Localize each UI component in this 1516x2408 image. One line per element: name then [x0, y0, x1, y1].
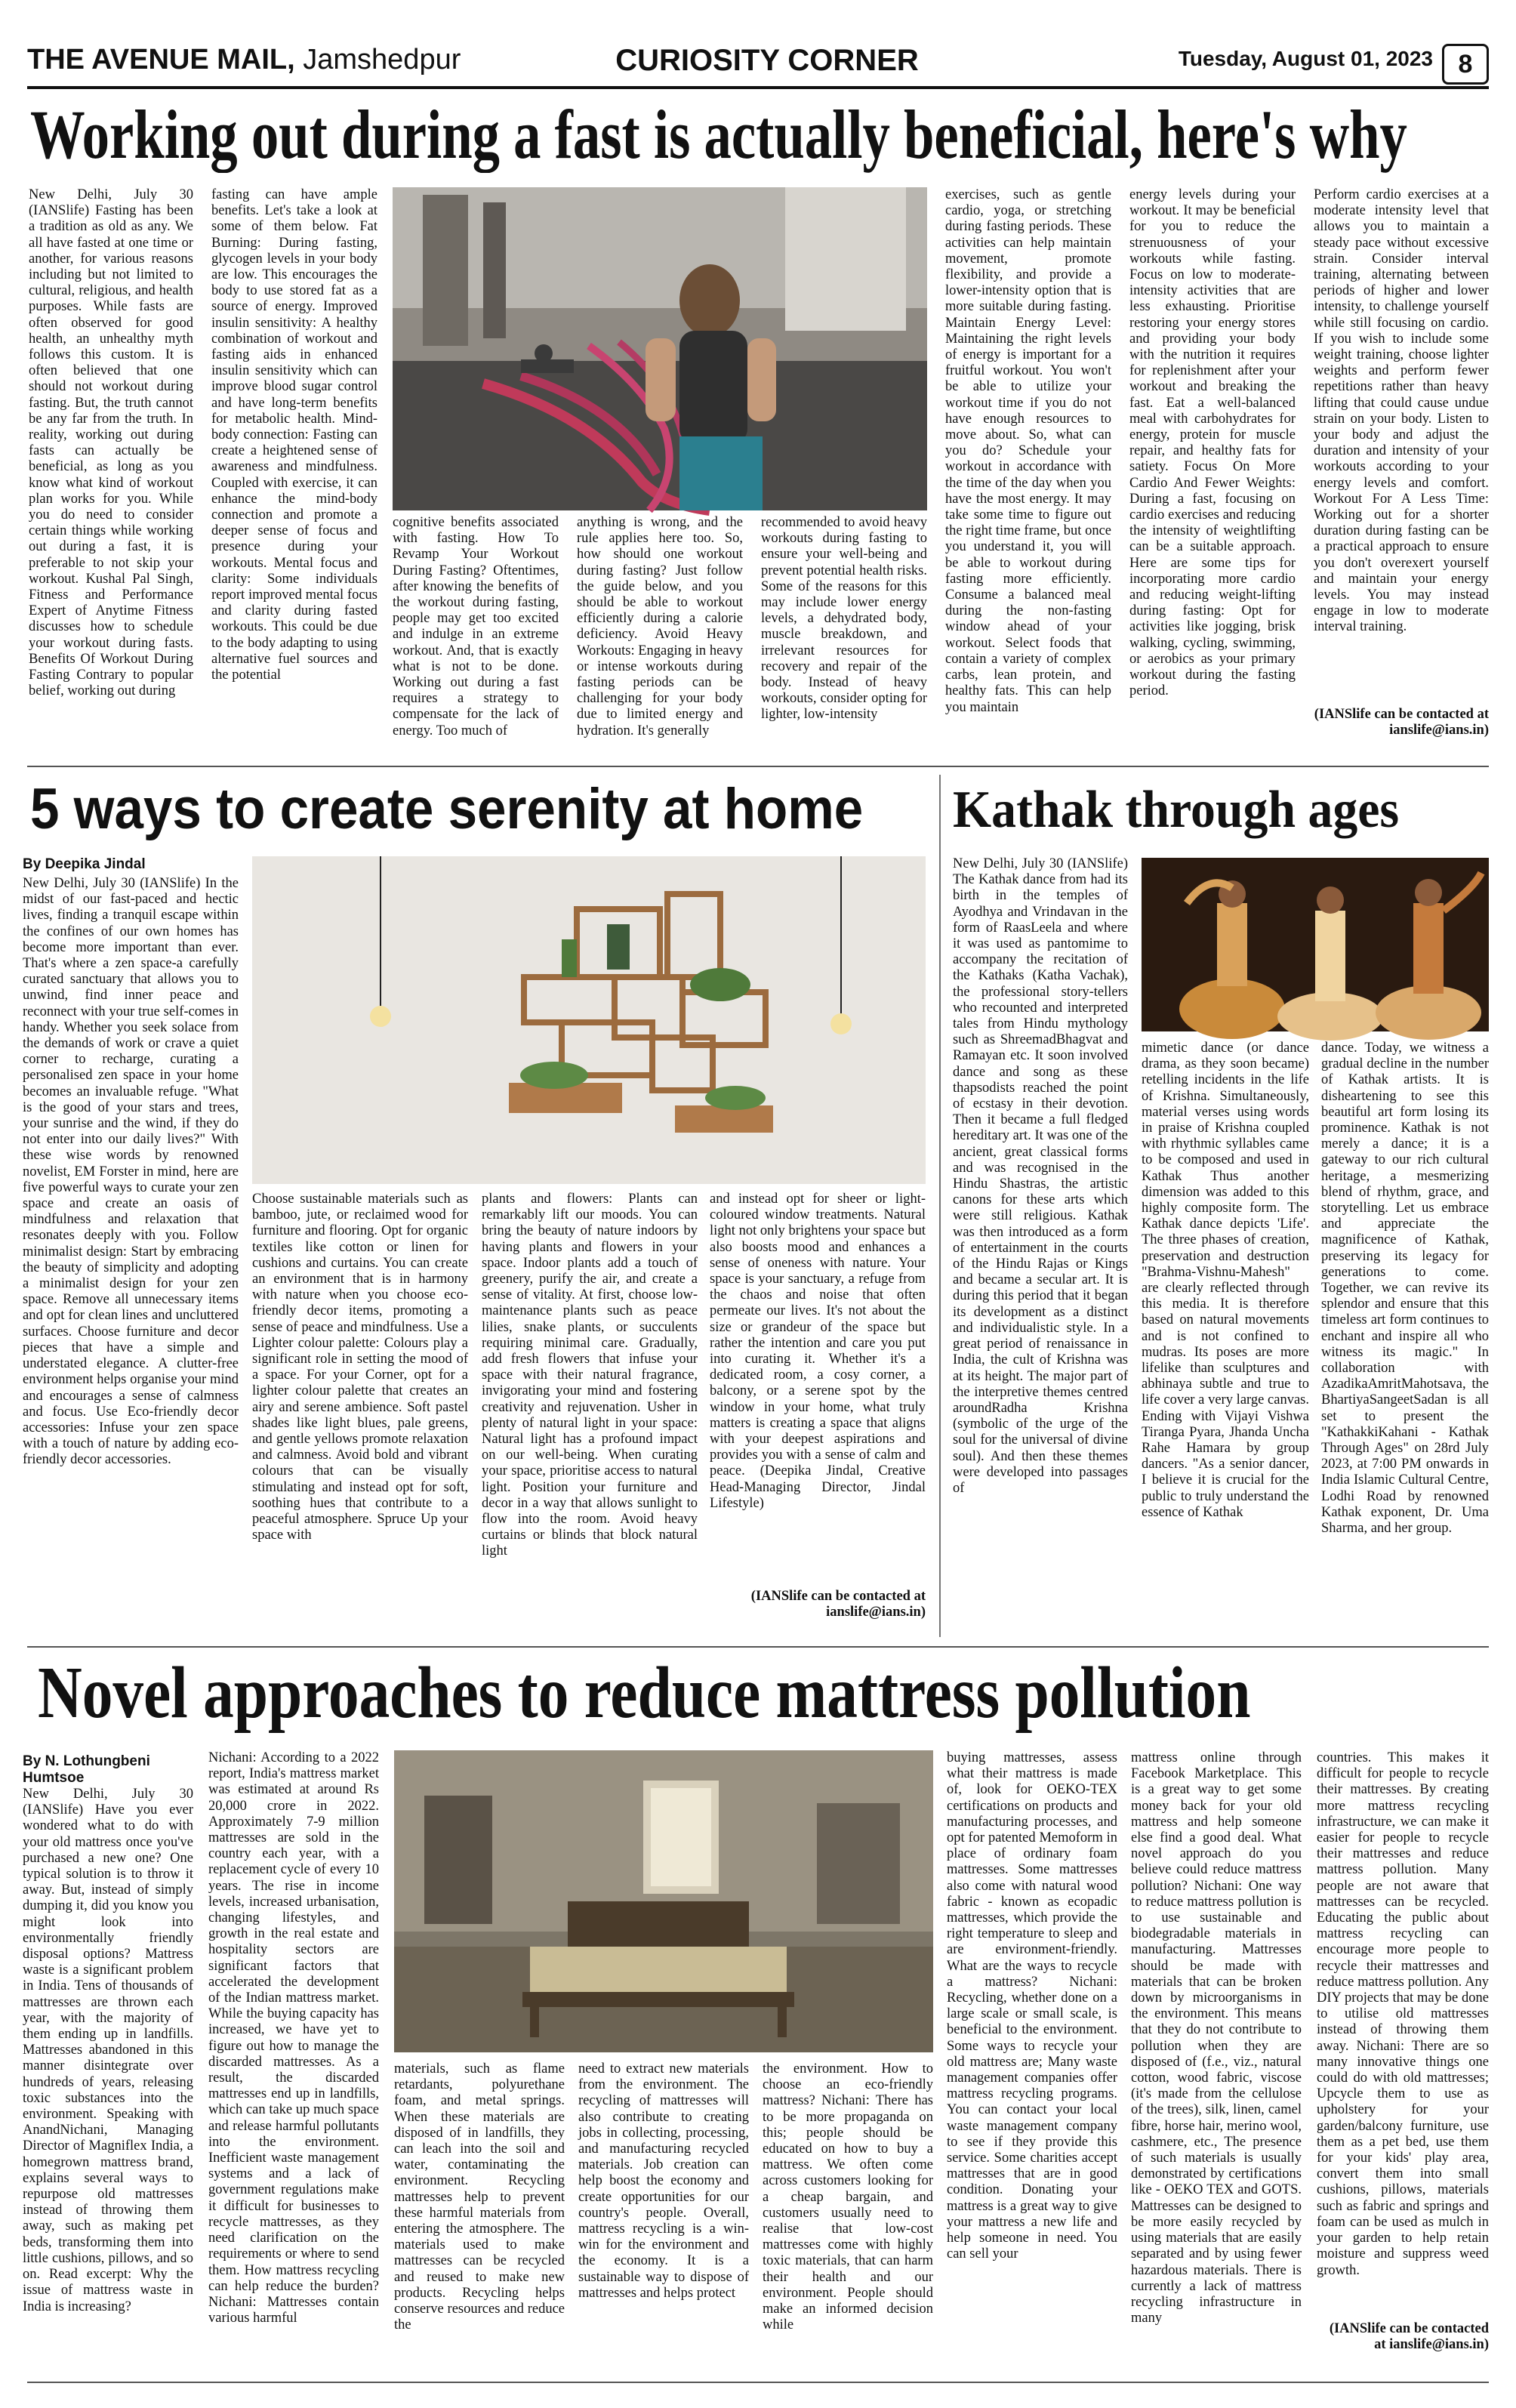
article4-col1: New Delhi, July 30 (IANSlife) Have you ever wondered what to do with your old mattress once you've purchased a new one? One typical solution is to throw it away. But, instead of simply dumping it, did you know you might look into environmentally friendly disposal options? Mattress waste is a significant problem in India. Tens of thousands of mattresses are thrown each year, with the majority of them ending up in landfills. Mattresses abandoned in this manner disintegrate over hundreds of years, releasing toxic substances into the environment. Speaking with AnandNichani, Managing Director of Magniflex India, a homegrown mattress brand, explains several ways to repurpose old mattresses instead of throwing them away, such as making pet beds, transforming them into little cushions, pillows, and so on. Read excerpt: Why the issue of mattress waste in India is increasing?	[23, 1787, 193, 2314]
article4-headline: Novel approaches to reduce mattress pollution	[38, 1652, 1251, 1734]
article1-col2: fasting can have ample benefits. Let's take a look at some of them below. Fat Burning: During fasting, glycogen levels in your body are low. This encourages the body to use stored fat as a source of energy. Improved insulin sensitivity: A healthy combination of workout and fasting aids in enhanced insulin sensitivity which can improve blood sugar control and have long-term benefits for metabolic health. Mind-body connection: Fasting can create a heightened sense of awareness and mindfulness. Coupled with exercise, it can enhance the mind-body connection and promote a deeper sense of focus and presence during your workouts. Mental focus and clarity: Some individuals report improved mental focus and clarity during fasted workouts. This could be due to the body adapting to using alternative fuel sources and the potential	[211, 187, 377, 683]
article3-col2: mimetic dance (or dance drama, as they soon became) retelling incidents in the life of Krishna. Simultaneously, material verses using words in praise of Krishna coupled with rhythmic syllables came to be composed and used in Kathak Thus another dimension was added to this highly composite form. The Kathak dance depicts 'Life'. The three phases of creation, preservation and destruction "Brahma-Vishnu-Mahesh" are clearly reflected through this media. It is therefore based on natural movements and is not confined to mudras. Its poses are more lifelike than sculptures and abhinaya subtle and true to life cover a very large canvas. Ending with Vijayi Vishwa Tiranga Pyara, Jhanda Uncha Rahe Hamara by group dancers. "As a senior dancer, I believe it is crucial for the public to truly understand the essence of Kathak	[1142, 1041, 1309, 1520]
paper-name: THE AVENUE MAIL, Jamshedpur	[27, 44, 461, 76]
article1-col1: New Delhi, July 30 (IANSlife) Fasting has been a tradition as old as any. We all have fasted at one time or another, for various reasons including but not limited to cultural, religious, and health purposes. While fasts are often observed for good health, an unhealthy myth follows this custom. It is often believed that one should not workout during fasting. But, the truth cannot be any far from the truth. In reality, working out during fasts can actually be beneficial, as long as you know what kind of workout plan works for you. While you do need to consider certain things while working out during a fast, it is preferable to not skip your workout. Kushal Pal Singh, Fitness and Performance Expert of Anytime Fitness discusses how to schedule your workout during fasts. Benefits Of Workout During Fasting Contrary to popular belief, working out during	[29, 187, 193, 699]
section-title: CURIOSITY CORNER	[615, 44, 919, 77]
serenity-image	[252, 856, 926, 1184]
article4-col2: Nichani: According to a 2022 report, India's mattress market was estimated at around Rs 20,000 crore in 2022. Approximately 7-9 million mattresses are sold in the country each year, with a replacement cycle of every 10 years. The rise in income levels, increased urbanisation, changing lifestyles, and growth in the real estate and hospitality sectors are significant factors that accelerated the development of the Indian mattress market. While the buying capacity has increased, we have yet to figure out how to manage the discarded mattresses. As a result, the discarded mattresses end up in landfills, which can take up much space and release harmful pollutants into the environment. Inefficient waste management systems and a lack of government regulations make it difficult for businesses to recycle mattresses, as they need clarification on the requirements or where to send them. How mattress recycling can help reduce the burden? Nichani: Mattresses contain various harmful	[208, 1750, 379, 2326]
article4-col4: need to extract new materials from the environment. The recycling of mattresses will also contribute to creating jobs in collecting, processing, and manufacturing recycled materials. Job creation can help boost the economy and create opportunities for our country's people. Overall, mattress recycling is a win-win for the environment and the economy. It is a sustainable way to dispose of mattresses and helps protect	[578, 2061, 749, 2301]
article1-col7: energy levels during your workout. It may be beneficial for you to reduce the strenuousness of your workouts while fasting. Focus on low to moderate-intensity activities that are less exhausting. Prioritise restoring your energy stores and providing your body with the nutrition it requires for replenishment after your workout and breaking the fast. Eat a well-balanced meal with carbohydrates for energy, protein for muscle repair, and healthy fats for satiety. Focus On More Cardio And Fewer Weights: During a fast, focusing on cardio exercises and reducing the intensity of weightlifting can be a suitable approach. Here are some tips for incorporating more cardio and reducing weight-lifting during fasting: Opt for activities like jogging, brisk walking, cycling, swimming, or aerobics as your primary workout during the fasting period.	[1129, 187, 1296, 699]
article2-col4: and instead opt for sheer or light-coloured window treatments. Natural light not only brightens your space but also boosts mood and enhances a sense of oneness with nature. Your space is your sanctuary, a refuge from the chaos and noise that often permeate our lives. It's not about the size or grandeur of the space but rather the intention and care you put into curating it. Whether it's a dedicated room, a cosy corner, a balcony, or a serene spot by the window in your home, what truly matters is creating a space that aligns with your deepest aspirations and provides you with a sense of calm and peace. (Deepika Jindal, Creative Head-Managing Director, Jindal Lifestyle)	[710, 1192, 926, 1511]
section-divider-2	[27, 1646, 1489, 1648]
article1-headline: Working out during a fast is actually beneficial, here's why	[30, 96, 1407, 173]
masthead	[27, 44, 1489, 86]
article1-col6: exercises, such as gentle cardio, yoga, or stretching during fasting periods. These activities can help maintain movement, promote flexibility, and provide a lower-intensity option that is more suitable during fasting. Maintain Energy Level: Maintaining the right levels of energy is important for a fruitful workout. You won't be able to utilize your workout time if you do not have enough resources to move about. So, what can you do? Schedule your workout in accordance with the time of the day when you have the most energy. It may take some time to figure out the right time frame, but once you understand it, you will be able to workout during fasting more efficiently. Consume a balanced meal during the non-fasting window ahead of your workout. Select foods that contain a variety of complex carbs, lean protein, and healthy fats. This can help you maintain	[945, 187, 1111, 715]
article3-col1: New Delhi, July 30 (IANSlife) The Kathak dance from had its birth in the temples of Ayodhya and Vrindavan in the form of RaasLeela and where it was used as pantomime to accompany the recitation of the Kathaks (Katha Vachak), the professional story-tellers who recounted and interpreted tales from Hindu mythology such as ShreemadBhagvat and Ramayan etc. It soon involved dance and song as these thapsodists reached the point of ecstasy in their devotion. Then it became a full fledged hereditary art. It was one of the ancient, great classical forms and was recognised in the Hindu Shastras, the artistic canons for these arts which were still religious. Kathak was then introduced as a form of entertainment in the courts of the Hindu Rajas or Kings and became a secular art. It is during this period that it began its development as a distinct and individualistic style. In a great period of renaissance in India, the cult of Krishna was at its height. The major part of the interpretive themes centred aroundRadha Krishna (symbolic of the urge of the soul for the universal of divine soul). And then these themes were developed into passages of	[953, 856, 1128, 1496]
workout-photo	[393, 187, 927, 510]
article4-col6: buying mattresses, assess what their mattress is made of, look for OEKO-TEX certifications on products and manufacturing processes, and opt for patented Memoform in place of ordinary foam mattresses. Some mattresses also come with natural wood fabric - known as ecopadic mattresses, which provide the right temperature to sleep and are environment-friendly. What are the ways to recycle a mattress? Nichani: Recycling, whether done on a large scale or small scale, is beneficial to the environment. Some ways to recycle your old mattress are; Many waste management companies offer mattress recycling programs. You can contact your local waste management company to see if they provide this service. Some charities accept mattresses that are in good condition. Donating your mattress is a great way to give your mattress a new life and help someone in need. You can sell your	[947, 1750, 1117, 2262]
article1-col5: recommended to avoid heavy workouts during fasting to ensure your well-being and prevent potential health risks. Some of the reasons for this may include lower energy levels, a dehydrated body, muscle breakdown, and irrelevant resources for recovery and repair of the body. Instead of heavy workouts, consider opting for lighter, low-intensity	[761, 515, 927, 723]
article4-col5: the environment. How to choose an eco-friendly mattress? Nichani: There has to be more propaganda on this; people should be educated on how to buy a mattress. We often come across customers looking for a cheap bargain, and customers usually need to realise that low-cost mattresses come with highly toxic materials, that can harm their health and our environment. People should make an informed decision while	[763, 2061, 933, 2333]
kathak-photo	[1142, 858, 1489, 1031]
article2-credit: (IANSlife can be contacted at ianslife@ians.in)	[750, 1589, 926, 1620]
issue-date: Tuesday, August 01, 2023	[1178, 47, 1433, 70]
article4-col8: countries. This makes it difficult for people to recycle their mattresses. By creating more mattress recycling infrastructure, we can make it easier for people to recycle their mattresses and reduce mattress pollution. Many people are not aware that mattresses can be recycled. Educating the public about mattress recycling can encourage more people to recycle their mattresses and reduce mattress pollution. Any DIY projects that may be done to utilise old mattresses instead of throwing them away. Nichani: There are so many innovative things one could do with old mattresses; Upcycle them to use as upholstery for your garden/balcony furniture, use them as a pet bed, use them for your kids' play area, convert them into small cushions, pillows, materials such as fabric and springs and foam can be used as mulch in your garden to help retain moisture and suppress weed growth.	[1317, 1750, 1489, 2278]
mattress-photo	[394, 1750, 933, 2052]
article4-byline: By N. Lothungbeni Humtsoe	[23, 1753, 150, 1786]
gym-image	[393, 187, 927, 510]
kathak-dancers-image	[1142, 858, 1489, 1031]
abandoned-bed-image	[394, 1750, 933, 2052]
shelf-photo	[252, 856, 926, 1184]
article3-headline: Kathak through ages	[953, 781, 1400, 839]
footer-rule	[27, 2382, 1489, 2383]
article2-col3: plants and flowers: Plants can remarkably lift our moods. You can bring the beauty of nature indoors by having plants and flowers in your space. Indoor plants add a touch of greenery, purify the air, and create a sense of vitality. At first, choose low-maintenance plants such as peace lilies, snake plants, or succulents requiring minimal care. Gradually, add fresh flowers that infuse your space with their natural fragrance, invigorating your mind and fostering creativity and rejuvenation. Usher in plenty of natural light in your space: Natural light has a profound impact on our well-being. When curating your space, prioritise access to natural light. Position your furniture and decor in a way that allows sunlight to flow into the room. Avoid heavy curtains or blinds that block natural light	[482, 1192, 698, 1559]
article2-col2: Choose sustainable materials such as bamboo, jute, or reclaimed wood for furniture and flooring. Opt for organic textiles like cotton or linen for cushions and curtains. You can create an environment that is in harmony with nature when you choose eco-friendly decor items, promoting a sense of peace and mindfulness. Use a Lighter colour palette: Colours play a significant role in setting the mood of a space. For your Corner, opt for a lighter colour palette that creates an airy and serene ambience. Soft pastel shades like light blues, pale greens, and gentle yellows promote relaxation and calmness. Avoid bold and vibrant colours that can be visually stimulating and instead opt for soft, soothing hues that contribute to a peaceful atmosphere. Spruce Up your space with	[252, 1192, 468, 1543]
article2-byline: By Deepika Jindal	[23, 856, 146, 872]
article1-col8: Perform cardio exercises at a moderate intensity level that allows you to maintain a steady pace without excessive strain. Consider interval training, alternating between periods of higher and lower intensity, to challenge yourself while still focusing on cardio. If you wish to include some weight training, choose lighter weights and perform fewer repetitions rather than heavy lifting that could cause undue strain on your body. Listen to your body and adjust the duration and intensity of your workouts according to your energy levels and comfort. Workout For A Less Time: Working out for a shorter duration during fasting can be a practical approach to ensure you don't overexert yourself and maintain your energy levels. You may instead engage in low to moderate interval training.	[1314, 187, 1489, 635]
article1-col4: anything is wrong, and the rule applies here too. So, how should one workout during fasting? Just follow the guide below, and you should be able to workout efficiently during a calorie deficiency. Avoid Heavy Workouts: Engaging in heavy or intense workouts during fasting periods can be challenging for your body due to limited energy and hydration. It's generally	[577, 515, 743, 738]
article2-col1: New Delhi, July 30 (IANSlife) In the midst of our fast-paced and hectic lives, finding a tranquil escape within the confines of our own homes has become more important than ever. That's where a zen space-a carefully curated sanctuary that allows you to unwind, find inner peace and reconnect with your true self-comes in handy. Whether you seek solace from the demands of work or crave a quiet corner to recharge, curating a personalised zen space in your home becomes an invaluable refuge. "What is the good of your stars and trees, your sunrise and the wind, if they do not enter into our daily lives?" With these wise words by renowned novelist, EM Forster in mind, here are five powerful ways to curate your zen space and create an oasis of mindfulness and relaxation that resonates deeply with you. Follow minimalist design: Start by embracing the beauty of simplicity and adopting a minimalist design for your zen space. Remove all unnecessary items and opt for clean lines and uncluttered surfaces. Choose furniture and decor pieces that have a simple and understated elegance. A clutter-free environment helps organise your mind and encourages a sense of calmness and focus. Use Eco-friendly decor accessories: Infuse your zen space with a touch of nature by adding eco-friendly decor accessories.	[23, 876, 239, 1468]
article4-col3: materials, such as flame retardants, polyurethane foam, and metal springs. When these materials are disposed of in landfills, they can leach into the soil and water, contaminating the environment. Recycling mattresses help to prevent these harmful materials from entering the atmosphere. The materials used to make mattresses can be recycled and reused to make new products. Recycling helps conserve resources and reduce the	[394, 2061, 565, 2333]
article1-credit: (IANSlife can be contacted at ianslife@ians.in)	[1314, 707, 1489, 738]
article3-col3: dance. Today, we witness a gradual decline in the number of Kathak artists. It is disheartening to see this beautiful art form losing its prominence. Kathak is not merely a dance; it is a gateway to our rich cultural heritage, a mesmerizing blend of rhythm, grace, and storytelling. Let us embrace and appreciate the magnificence of Kathak, preserving its legacy for generations to come. Together, we can revive its splendor and ensure that this timeless art form continues to enchant and inspire all who witness its magic." In collaboration with AzadikaAmritMahotsava, the BhartiyaSangeetSadan is all set to present the "KathakkiKahani - Kathak Through Ages" on 28rd July 2023, at 7:00 PM onwards in India Islamic Cultural Centre, Lodhi Road by renowned Kathak exponent, Dr. Uma Sharma, and her group.	[1321, 1041, 1489, 1537]
article2-headline: 5 ways to create serenity at home	[30, 777, 864, 841]
article1-col3: cognitive benefits associated with fasting. How To Revamp Your Workout During Fasting? Oftentimes, after knowing the benefits of the workout during fasting, people may get too excited and indulge in an extreme workout. And, that is exactly what is not to be done. Working out during a fast requires a strategy to compensate for the lack of energy. Too much of	[393, 515, 559, 738]
column-divider	[939, 775, 941, 1637]
header-rule	[27, 86, 1489, 89]
section-divider-1	[27, 766, 1489, 767]
page-number: 8	[1442, 44, 1489, 85]
article4-col7: mattress online through Facebook Marketplace. This is a great way to get some money back for your old mattress and help someone else find a good deal. What novel approach do you believe could reduce mattress pollution? Nichani: One way to reduce mattress pollution is to use sustainable and biodegradable materials in manufacturing. Mattresses should be made with materials that can be broken down by microorganisms in the environment. This means that they do not contribute to pollution when they are disposed of (f.e., viz., natural cotton, wood fabric, viscose (it's made from the cellulose of the trees), silk, linen, camel fibre, horse hair, merino wool, cashmere, etc., The presence of such materials is usually demonstrated by certifications like - OEKO TEX and GOTS. Mattresses can be designed to be more easily recycled by using materials that are easily separated and by using fewer hazardous materials. There is currently a lack of mattress recycling infrastructure in many	[1131, 1750, 1302, 2326]
article4-credit: (IANSlife can be contacted at ianslife@ians.in)	[1329, 2321, 1489, 2353]
